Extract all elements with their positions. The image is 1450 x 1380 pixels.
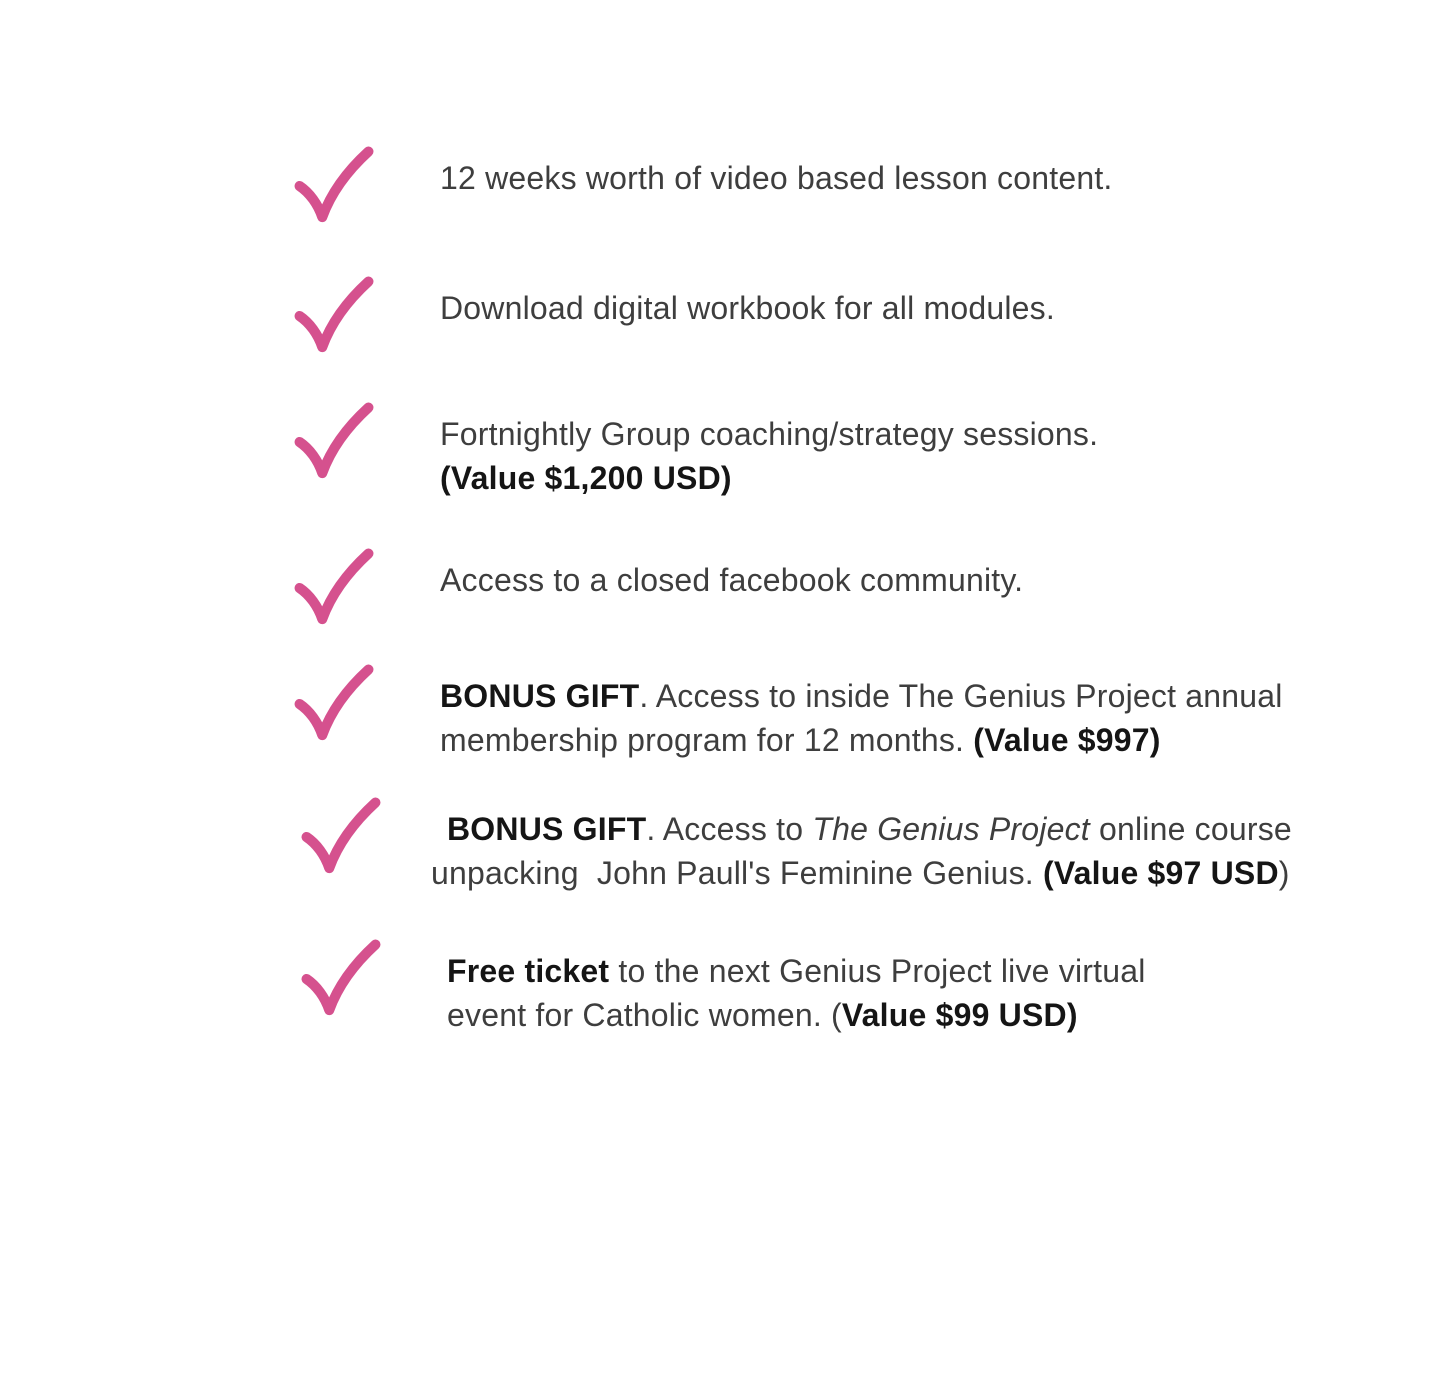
checklist-item-text: [440, 674, 1283, 762]
checklist-item: [440, 412, 1098, 500]
checkmark-icon: [297, 795, 385, 879]
text-segment: BONUS GIFT: [447, 811, 647, 847]
text-line: [440, 674, 1283, 718]
text-line: [431, 851, 1292, 895]
text-segment: . Access to: [646, 811, 813, 847]
checklist-item: [447, 949, 1146, 1037]
checkmark-icon: [290, 546, 378, 630]
text-segment: 12 weeks worth of video based lesson content.: [440, 160, 1113, 196]
checklist-item: [440, 558, 1023, 602]
checklist-item-text: [447, 949, 1146, 1037]
text-segment: online course: [1089, 811, 1292, 847]
checklist-item-text: [440, 156, 1113, 200]
text-segment: (Value $97 USD: [1042, 855, 1279, 891]
text-line: [440, 718, 1283, 762]
text-segment: BONUS GIFT: [440, 678, 640, 714]
text-segment: to the next Genius Project live virtual: [609, 953, 1146, 989]
text-line: [447, 993, 1146, 1037]
checkmark-icon: [290, 144, 378, 228]
checklist-item: [431, 807, 1292, 895]
text-line: [440, 558, 1023, 602]
text-segment: event for Catholic women. (: [447, 997, 842, 1033]
checkmark-icon: [290, 400, 378, 484]
checklist-item-text: [440, 558, 1023, 602]
text-segment: The Genius Project: [812, 811, 1090, 847]
text-segment: ): [1278, 855, 1290, 891]
checklist-item-text: [440, 412, 1098, 500]
text-segment: . Access to inside The Genius Project annual: [639, 678, 1283, 714]
text-segment: Value $99 USD): [841, 997, 1078, 1033]
text-segment: Download digital workbook for all modules.: [440, 290, 1055, 326]
text-segment: (Value $997): [973, 722, 1161, 758]
text-line: [440, 412, 1098, 456]
checklist-item-text: [440, 286, 1055, 330]
text-segment: Fortnightly Group coaching/strategy sessions.: [440, 416, 1099, 452]
text-segment: Free ticket: [447, 953, 610, 989]
checklist-item: [440, 286, 1055, 330]
text-line: [440, 156, 1113, 200]
text-segment: membership program for 12 months.: [440, 722, 974, 758]
text-segment: Access to a closed facebook community.: [440, 562, 1024, 598]
text-line: [447, 807, 1292, 851]
text-segment: unpacking John Paull's Feminine Genius.: [431, 855, 1043, 891]
checklist-item: [440, 156, 1113, 200]
text-line: [440, 456, 1098, 500]
text-line: [440, 286, 1055, 330]
checkmark-icon: [290, 274, 378, 358]
checkmark-icon: [297, 937, 385, 1021]
text-line: [447, 949, 1146, 993]
checkmark-icon: [290, 662, 378, 746]
checklist-item: [440, 674, 1283, 762]
checklist-item-text: [431, 807, 1292, 895]
text-segment: (Value $1,200 USD): [440, 460, 732, 496]
